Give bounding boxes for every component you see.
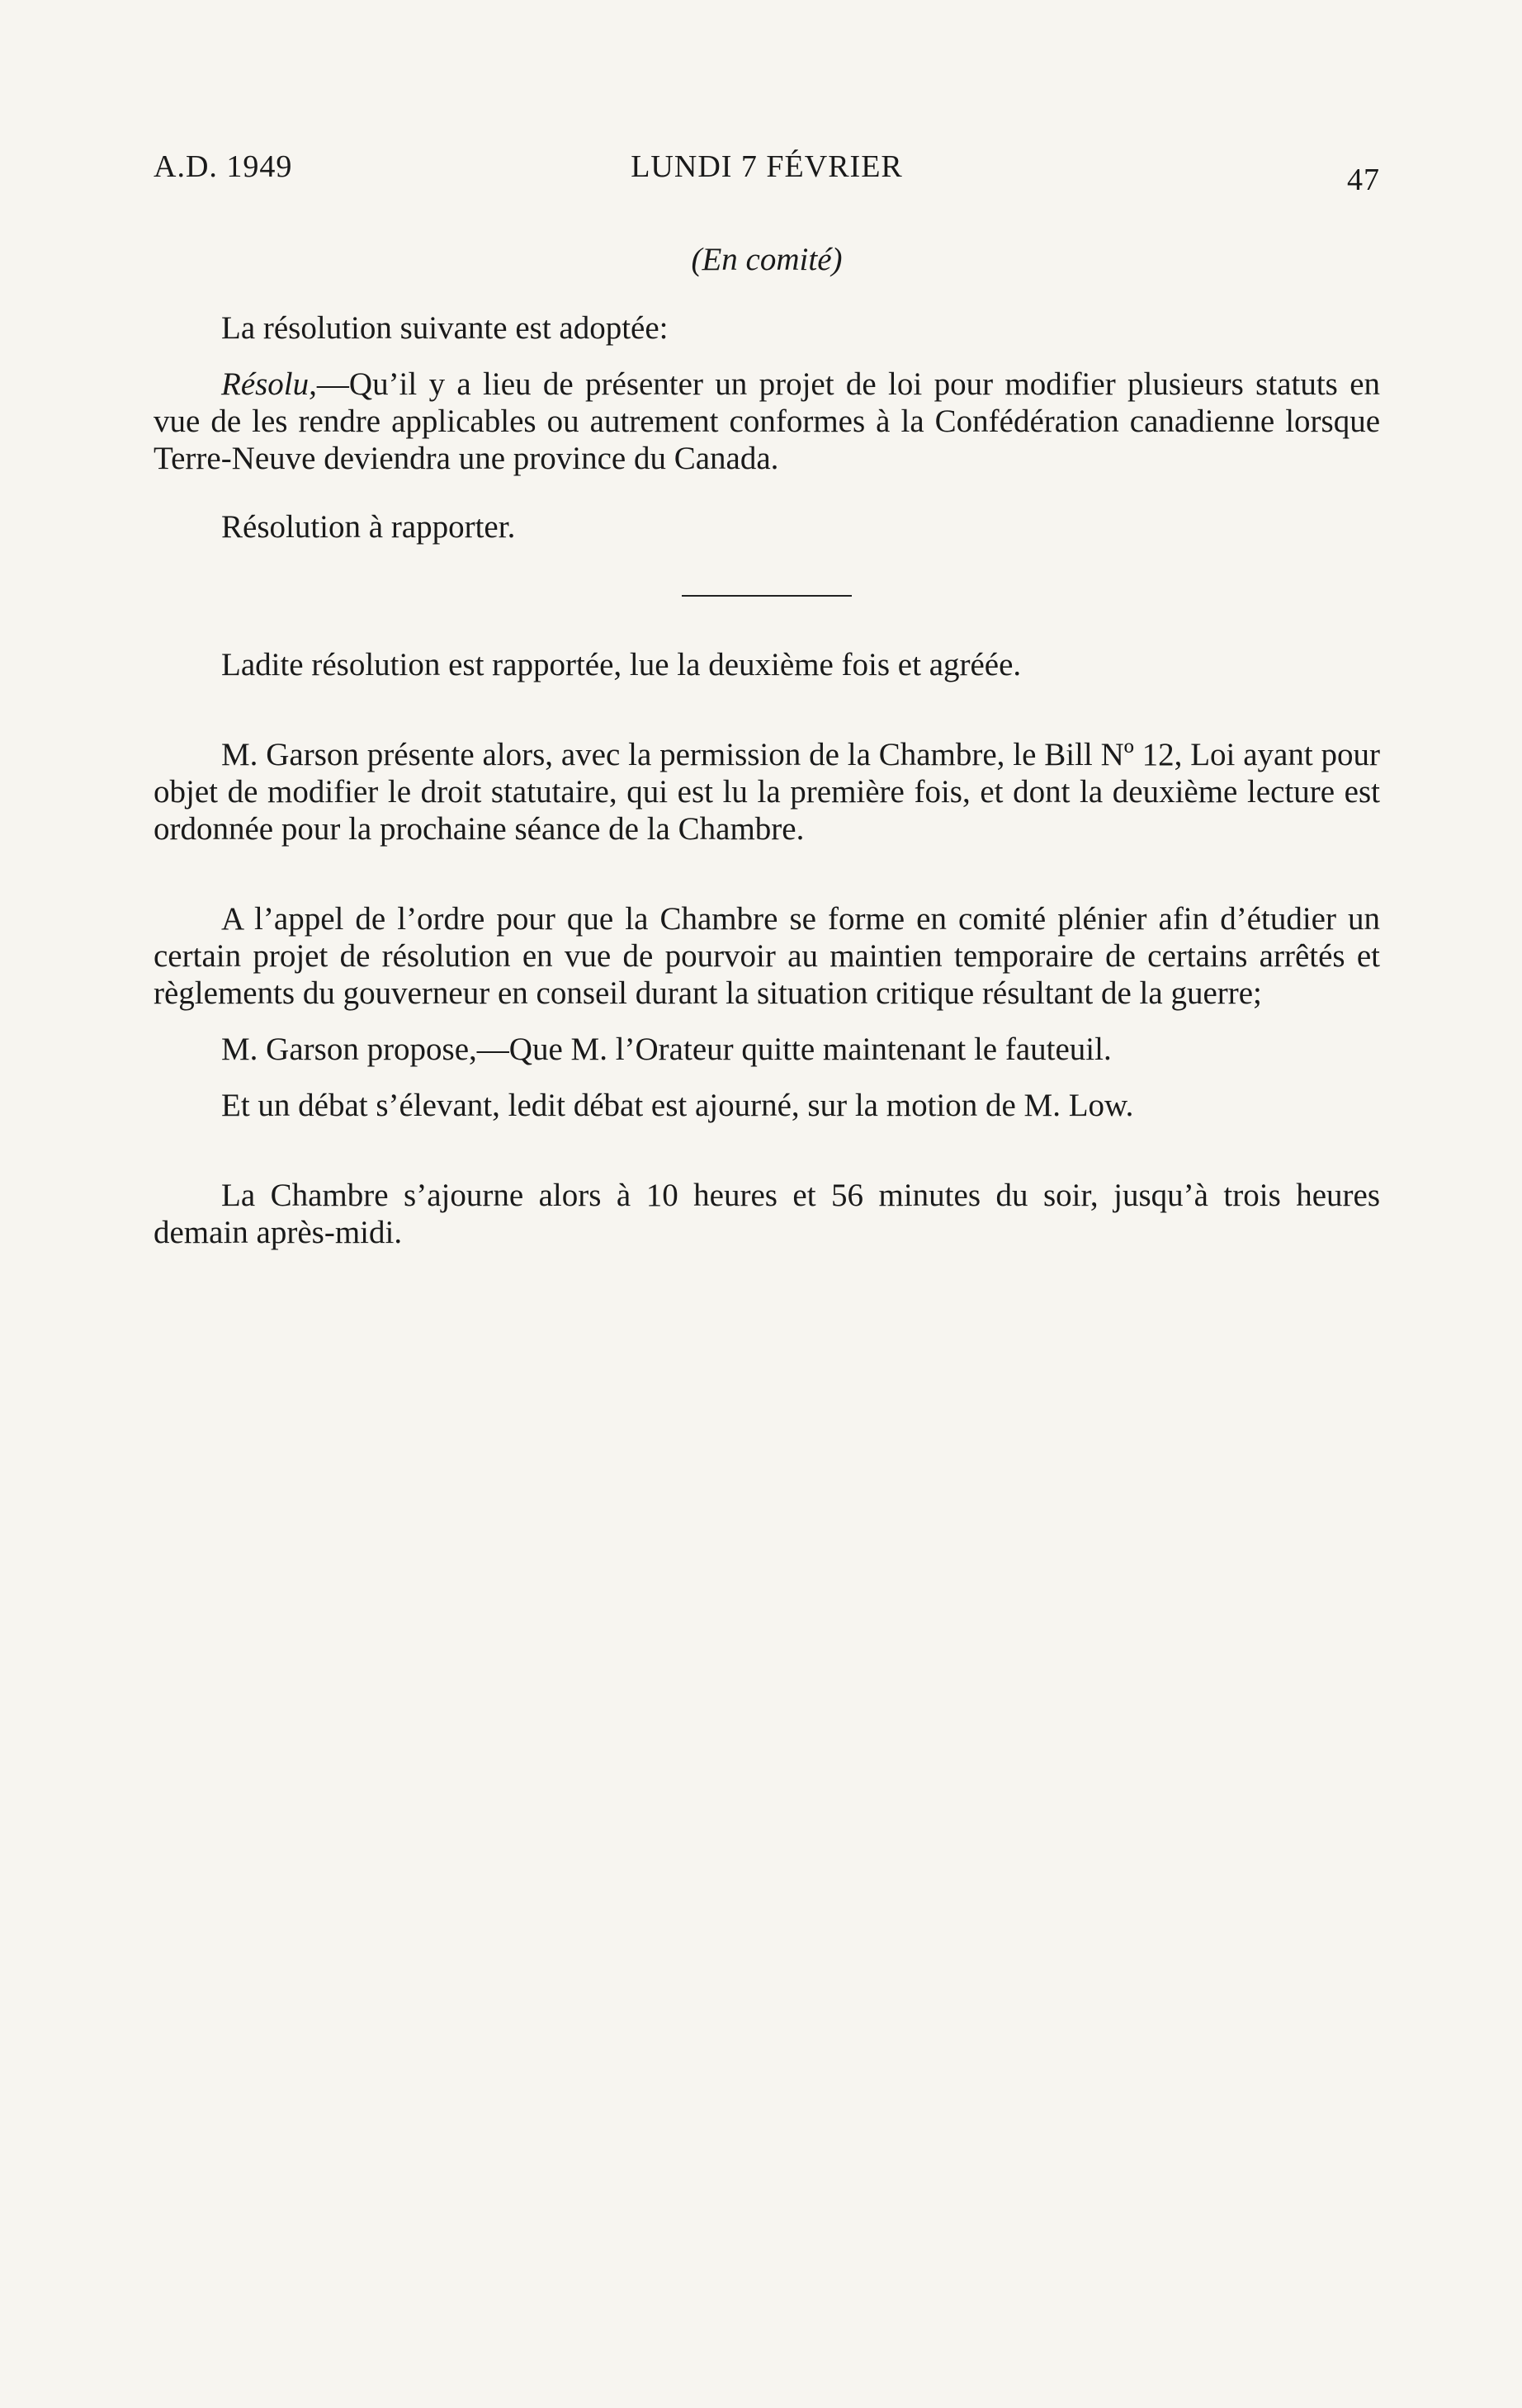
paragraph-reported: Ladite résolution est rapportée, lue la deuxième fois et agréée.	[221, 647, 1022, 682]
page-body	[154, 241, 1380, 1251]
section-title: (En comité)	[691, 242, 843, 277]
page-number: 47	[1347, 163, 1380, 197]
header-date: LUNDI 7 FÉVRIER	[631, 149, 903, 184]
paragraph-bill: M. Garson présente alors, avec la permission de la Chambre, le Bill Nº 12, Loi ayant pour objet de modifier le droit statutaire, qui est lu la première fois, et dont la deuxième lecture est ordonnée pour la prochaine séance de la Chambre.	[154, 737, 1380, 847]
paragraph-adjournment: La Chambre s’ajourne alors à 10 heures et 56 minutes du soir, jusqu’à trois heures demain après-midi.	[154, 1178, 1380, 1250]
page-header	[154, 149, 1380, 198]
paragraph-debate: Et un débat s’élevant, ledit débat est ajourné, sur la motion de M. Low.	[221, 1088, 1134, 1123]
paragraph-motion: M. Garson propose,—Que M. l’Orateur quitte maintenant le fauteuil.	[221, 1032, 1112, 1067]
paragraph-resolution	[154, 366, 1380, 477]
resolution-text: —Qu’il y a lieu de présenter un projet de loi pour modifier plusieurs statuts en vue de les rendre applicables ou autrement conformes à la Confédération canadienne lorsque Terre-Neuve deviendra une province du Canada.	[154, 366, 1380, 476]
paragraph-committee-call: A l’appel de l’ordre pour que la Chambre se forme en comité plénier afin d’étudier un certain projet de résolution en vue de pourvoir au maintien temporaire de certains arrêtés et règlements du gouverneur en conseil durant la situation critique résultant de la guerre;	[154, 901, 1380, 1011]
paragraph-report: Résolution à rapporter.	[221, 509, 516, 545]
header-year: A.D. 1949	[154, 149, 293, 184]
paragraph-adoption: La résolution suivante est adoptée:	[221, 310, 669, 346]
resolution-lead: Résolu,	[221, 366, 317, 402]
